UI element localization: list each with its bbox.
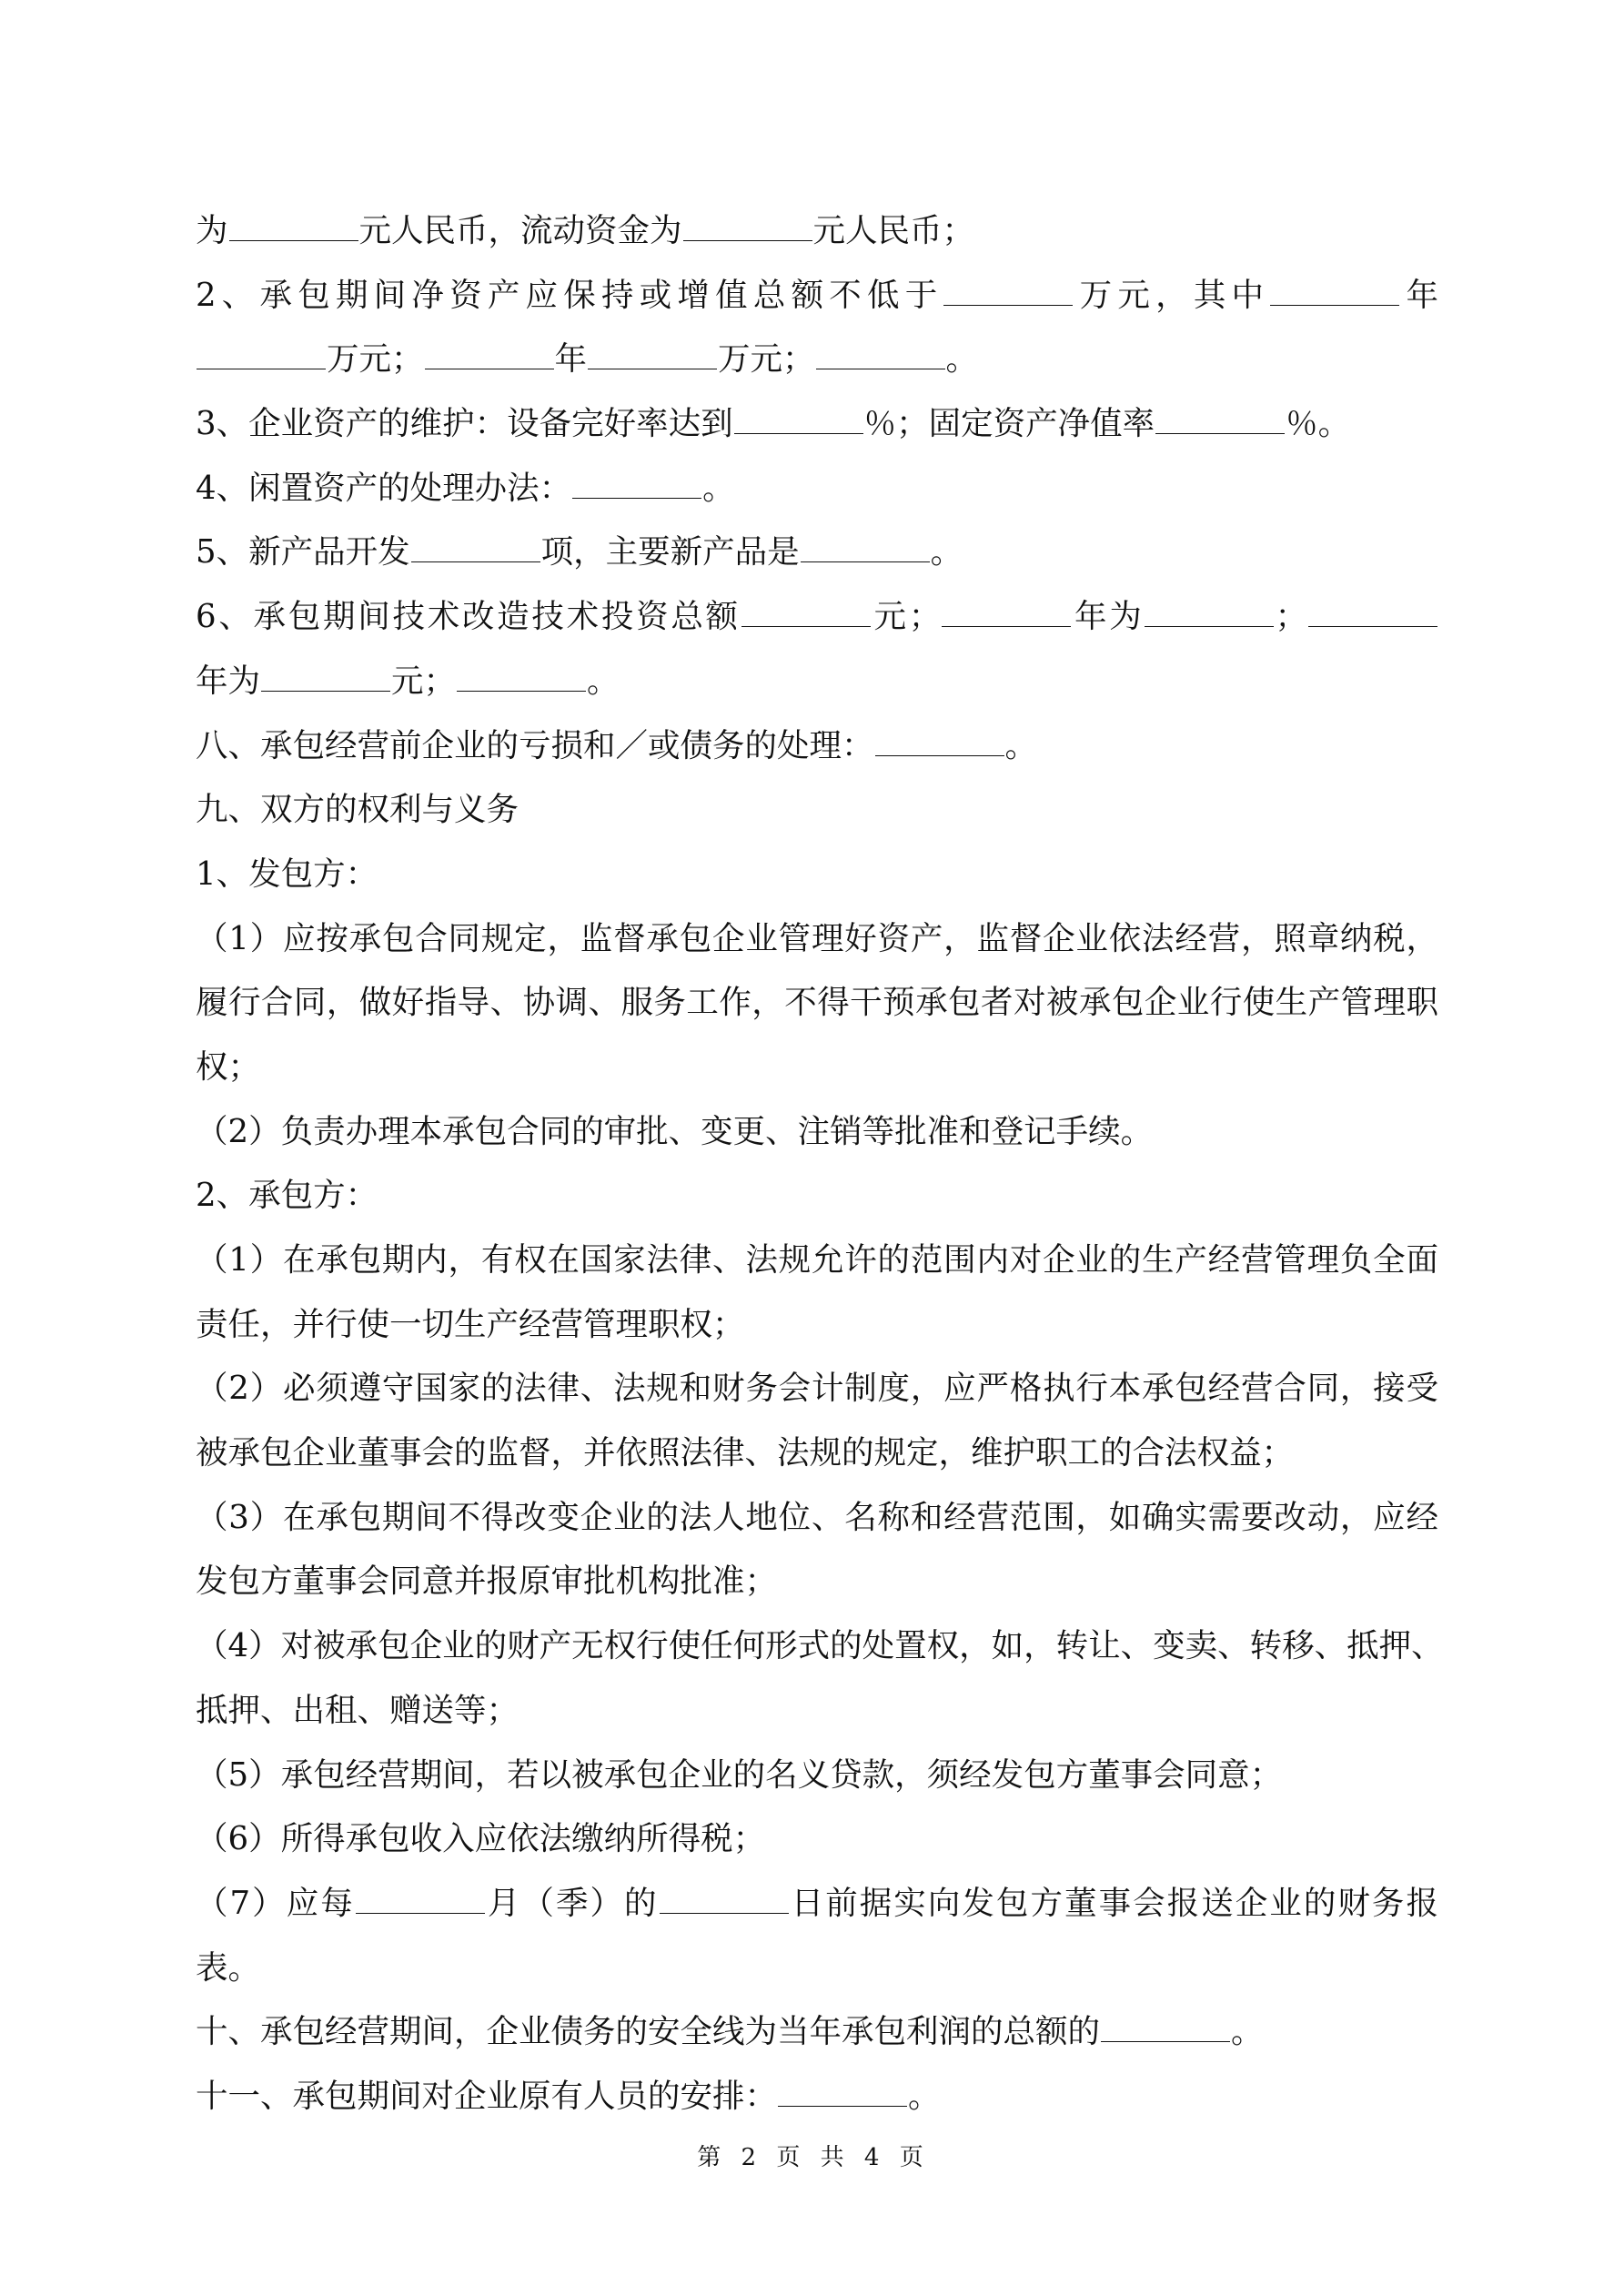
- document-body: [196, 199, 1444, 2129]
- fill-in-blank[interactable]: [1145, 599, 1274, 627]
- text-segment: 。: [908, 2077, 941, 2115]
- fill-in-blank[interactable]: [943, 278, 1073, 306]
- text-segment: 年为: [196, 662, 261, 700]
- text-segment: ％。: [1286, 405, 1351, 443]
- text-line: [196, 843, 1438, 907]
- text-line: [196, 392, 1438, 457]
- text-segment: （5）承包经营期间，若以被承包企业的名义贷款，须经发包方董事会同意；: [196, 1755, 1283, 1794]
- fill-in-blank[interactable]: [1101, 2014, 1230, 2042]
- fill-in-blank[interactable]: [660, 1886, 789, 1914]
- text-segment: （3）在承包期间不得改变企业的法人地位、名称和经营范围，如确实需要改动，应经: [196, 1498, 1438, 1536]
- text-line: [196, 971, 1438, 1036]
- text-line: [196, 2000, 1438, 2065]
- text-line: [196, 199, 1438, 264]
- text-line: [196, 2065, 1438, 2129]
- text-segment: 年: [554, 340, 588, 379]
- text-segment: 发包方董事会同意并报原审批机构批准；: [196, 1563, 778, 1601]
- fill-in-blank[interactable]: [572, 470, 701, 499]
- text-segment: 。: [945, 340, 979, 379]
- text-line: [196, 907, 1438, 972]
- text-segment: 万元，其中: [1074, 276, 1270, 314]
- text-line: [196, 1100, 1438, 1165]
- text-segment: 4、闲置资产的处理办法：: [196, 469, 572, 507]
- fill-in-blank[interactable]: [425, 341, 554, 369]
- text-line: [196, 1744, 1438, 1808]
- fill-in-blank[interactable]: [683, 213, 812, 241]
- text-segment: 被承包企业董事会的监督，并依照法律、法规的规定，维护职工的合法权益；: [196, 1434, 1295, 1472]
- text-segment: 。: [1004, 726, 1038, 764]
- text-segment: （1）在承包期内，有权在国家法律、法规允许的范围内对企业的生产经营管理负全面: [196, 1241, 1438, 1279]
- fill-in-blank[interactable]: [229, 213, 358, 241]
- text-line: [196, 1036, 1438, 1100]
- text-segment: 元人民币；: [812, 212, 975, 249]
- text-segment: 十、承包经营期间，企业债务的安全线为当年承包利润的总额的: [196, 2013, 1101, 2051]
- text-line: [196, 457, 1438, 521]
- fill-in-blank[interactable]: [1270, 278, 1399, 306]
- text-segment: 元；: [871, 598, 942, 636]
- fill-in-blank[interactable]: [1308, 599, 1437, 627]
- text-line: [196, 1229, 1438, 1293]
- text-segment: 万元；: [327, 340, 424, 379]
- text-segment: （6）所得承包收入应依法缴纳所得税；: [196, 1820, 766, 1858]
- text-segment: 年: [1400, 276, 1438, 314]
- text-line: [196, 1357, 1438, 1421]
- text-line: [196, 650, 1438, 714]
- text-line: [196, 714, 1438, 779]
- text-segment: 1、发包方：: [196, 855, 378, 893]
- fill-in-blank[interactable]: [942, 599, 1071, 627]
- text-segment: （2）负责办理本承包合同的审批、变更、注销等批准和登记手续。: [196, 1112, 1154, 1150]
- text-segment: ％；固定资产净值率: [863, 405, 1155, 443]
- text-segment: 日前据实向发包方董事会报送企业的财务报: [789, 1884, 1438, 1922]
- text-segment: 元人民币，流动资金为: [358, 212, 682, 249]
- text-segment: 履行合同，做好指导、协调、服务工作，不得干预承包者对被承包企业行使生产管理职: [196, 984, 1438, 1022]
- text-segment: 十一、承包期间对企业原有人员的安排：: [196, 2077, 778, 2115]
- fill-in-blank[interactable]: [801, 534, 930, 562]
- text-segment: 抵押、出租、赠送等；: [196, 1691, 519, 1729]
- text-line: [196, 1550, 1438, 1614]
- text-segment: （7）应每: [196, 1884, 355, 1922]
- text-line: [196, 1421, 1438, 1486]
- fill-in-blank[interactable]: [875, 728, 1004, 756]
- text-line: [196, 585, 1438, 650]
- text-segment: 为: [196, 212, 228, 249]
- text-segment: 3、企业资产的维护：设备完好率达到: [196, 405, 733, 443]
- text-line: [196, 1679, 1438, 1744]
- text-segment: 万元；: [718, 340, 815, 379]
- fill-in-blank[interactable]: [457, 663, 586, 692]
- text-line: [196, 521, 1438, 585]
- text-segment: 八、承包经营前企业的亏损和／或债务的处理：: [196, 726, 874, 764]
- text-segment: （4）对被承包企业的财产无权行使任何形式的处置权，如，转让、变卖、转移、抵押、: [196, 1627, 1444, 1665]
- text-segment: 元；: [391, 662, 457, 700]
- text-segment: 5、新产品开发: [196, 533, 410, 571]
- text-line: [196, 1486, 1438, 1551]
- text-line: [196, 1164, 1438, 1229]
- text-segment: 九、双方的权利与义务: [196, 791, 519, 829]
- text-line: [196, 1807, 1438, 1872]
- text-segment: 责任，并行使一切生产经营管理职权；: [196, 1305, 745, 1343]
- page-footer: 第 2 页 共 4 页: [697, 2144, 927, 2171]
- text-line: [196, 1293, 1438, 1358]
- text-segment: 6、承包期间技术改造技术投资总额: [196, 598, 741, 636]
- text-segment: 2、承包方：: [196, 1177, 378, 1215]
- fill-in-blank[interactable]: [411, 534, 540, 562]
- text-segment: 2、承包期间净资产应保持或增值总额不低于: [196, 276, 943, 314]
- text-line: [196, 1937, 1438, 2001]
- text-line: [196, 328, 1438, 392]
- text-segment: （1）应按承包合同规定，监督承包企业管理好资产，监督企业依法经营，照章纳税，: [196, 919, 1438, 957]
- text-line: [196, 264, 1438, 329]
- fill-in-blank[interactable]: [261, 663, 390, 692]
- fill-in-blank[interactable]: [816, 341, 945, 369]
- text-segment: 年为: [1072, 598, 1145, 636]
- text-segment: 项，主要新产品是: [540, 533, 800, 571]
- text-segment: 权；: [196, 1047, 261, 1086]
- text-segment: 月（季）的: [485, 1884, 659, 1922]
- text-segment: 。: [1231, 2013, 1264, 2051]
- fill-in-blank[interactable]: [778, 2079, 907, 2107]
- fill-in-blank[interactable]: [734, 406, 863, 434]
- text-line: [196, 1614, 1444, 1679]
- text-segment: 。: [702, 469, 735, 507]
- text-line: [196, 778, 1438, 843]
- text-segment: 。: [930, 533, 963, 571]
- text-line: [196, 1872, 1438, 1937]
- fill-in-blank[interactable]: [588, 341, 717, 369]
- text-segment: 。: [587, 662, 620, 700]
- fill-in-blank[interactable]: [1155, 406, 1285, 434]
- fill-in-blank[interactable]: [356, 1886, 485, 1914]
- fill-in-blank[interactable]: [741, 599, 871, 627]
- text-segment: ；: [1275, 598, 1307, 636]
- text-segment: 表。: [196, 1948, 261, 1987]
- text-segment: （2）必须遵守国家的法律、法规和财务会计制度，应严格执行本承包经营合同，接受: [196, 1370, 1438, 1408]
- fill-in-blank[interactable]: [197, 341, 326, 369]
